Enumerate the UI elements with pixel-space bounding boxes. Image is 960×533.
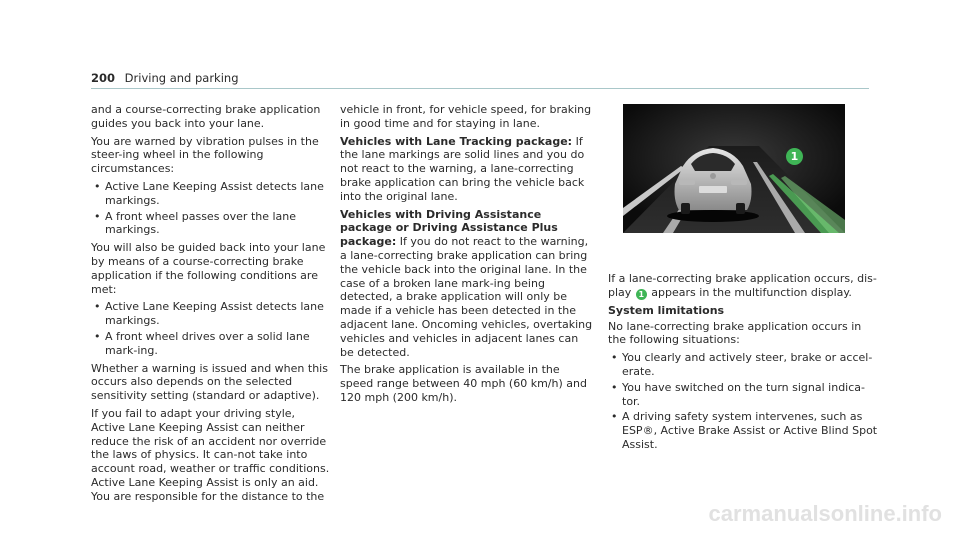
watermark: carmanualsonline.info <box>708 501 942 526</box>
list-item: • Active Lane Keeping Assist detects lane markings. <box>91 180 331 208</box>
list-item: • A front wheel drives over a solid lane mark-ing. <box>91 330 331 358</box>
lane-tracking-text: If the lane markings are solid lines and you do not react to the warning, a lane-correcting brake application can bring the vehicle back into the original lane. <box>340 134 585 203</box>
paragraph: You will also be guided back into your lane by means of a course-correcting brake application if the following conditions are met: <box>91 241 326 296</box>
bullet-list <box>91 180 331 237</box>
das-title: Vehicles with Driving Assistance package or Driving Assistance Plus package: <box>340 207 558 249</box>
caption-text: If a lane-correcting brake application occurs, dis-play <box>608 272 877 299</box>
paragraph: If you fail to adapt your driving style, Active Lane Keeping Assist can neither reduce the risk of an accident nor override the laws of physics. It can-not take into account road, weather or traffic conditions. Active Lane Keeping Assist is only an aid. You are responsible for the distance to the <box>91 406 330 503</box>
paragraph: The brake application is available in the speed range between 40 mph (60 km/h) and 120 mph (200 km/h). <box>340 363 587 404</box>
list-item: • You clearly and actively steer, brake or accel-erate. <box>608 351 878 379</box>
section-heading: System limitations <box>608 303 725 317</box>
text-column-1 <box>91 103 331 508</box>
header-rule <box>91 88 869 89</box>
page-number: 200 <box>91 71 116 85</box>
lane-assist-illustration <box>623 104 845 233</box>
paragraph: and a course-correcting brake application guides you back into your lane. <box>91 103 321 130</box>
list-item: • You have switched on the turn signal indica-tor. <box>608 381 878 409</box>
car-rear-illustration <box>623 104 845 233</box>
list-item: • A front wheel passes over the lane markings. <box>91 210 331 238</box>
callout-1-badge: 1 <box>786 148 803 165</box>
text-column-2 <box>340 103 593 409</box>
list-item: • A driving safety system intervenes, such as ESP®, Active Brake Assist or Active Blind Spot Assist. <box>608 410 878 451</box>
paragraph: No lane-correcting brake application occurs in the following situations: <box>608 319 862 347</box>
lane-tracking-title: Vehicles with Lane Tracking package: <box>340 134 573 148</box>
bullet-list <box>608 351 878 452</box>
caption-text: appears in the multifunction display. <box>647 285 852 299</box>
text-column-3 <box>608 272 878 456</box>
page-header <box>91 71 239 85</box>
paragraph: You are warned by vibration pulses in the steer-ing wheel in the following circumstances: <box>91 134 319 176</box>
list-item: • Active Lane Keeping Assist detects lane markings. <box>91 300 331 328</box>
section-title: Driving and parking <box>124 71 239 85</box>
figure-caption <box>608 272 878 300</box>
callout-1-reference: 1 <box>636 289 647 300</box>
das-paragraph <box>340 208 593 360</box>
paragraph: vehicle in front, for vehicle speed, for braking in good time and for staying in lane. <box>340 103 592 130</box>
lane-tracking-paragraph <box>340 135 593 204</box>
das-text: If you do not react to the warning, a lane-correcting brake application can bring the vehicle back into the original lane. In the case of a broken lane mark-ing being detected, a brake application will only be made if a vehicle has been detected in the adjacent lane. Oncoming vehicles, overtaking vehicles and vehicles in adjacent lanes can be detected. <box>340 235 593 359</box>
paragraph: Whether a warning is issued and when this occurs also depends on the selected sensitivity setting (standard or adaptive). <box>91 361 328 403</box>
bullet-list <box>91 300 331 357</box>
